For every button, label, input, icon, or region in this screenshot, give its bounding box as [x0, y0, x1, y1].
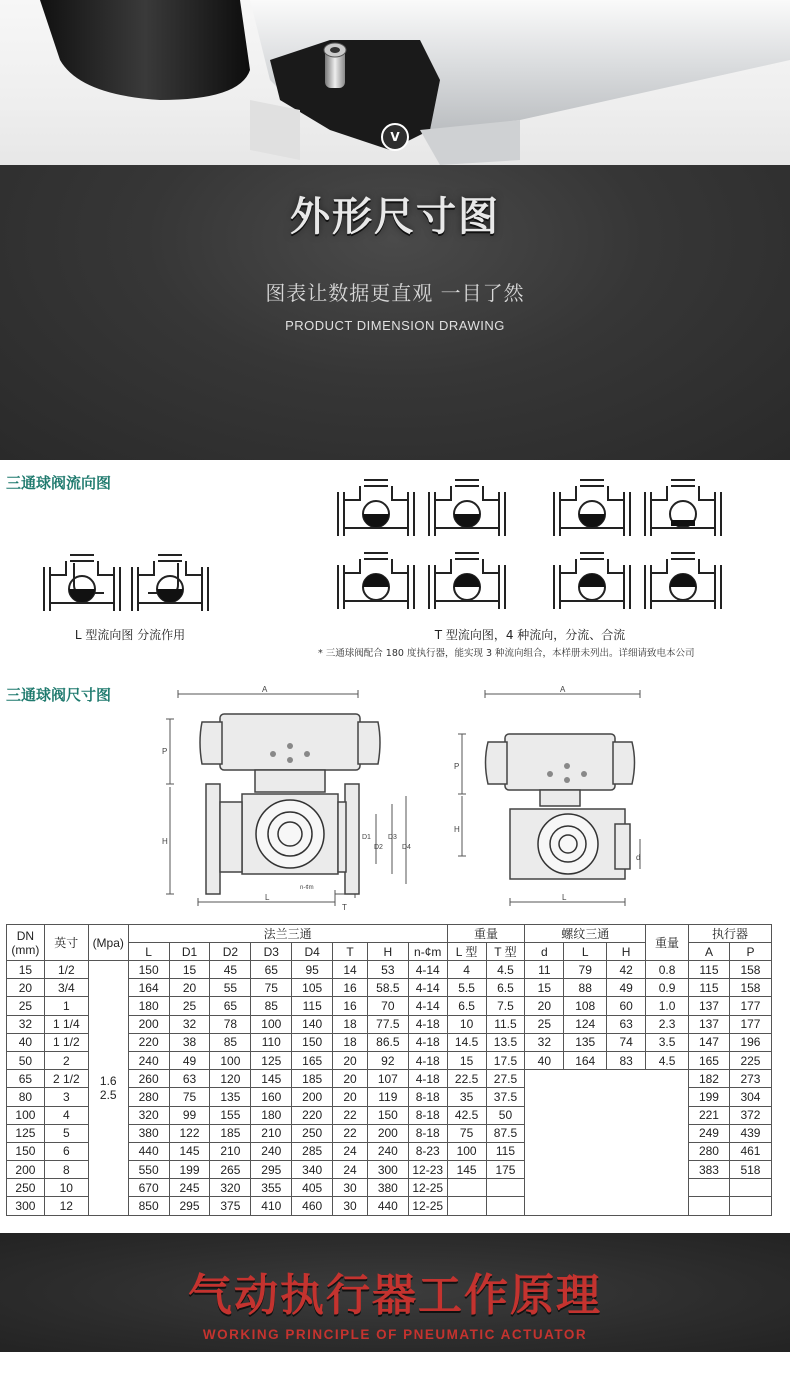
table-cell: 100 [447, 1142, 486, 1160]
table-cell: 8-18 [408, 1124, 447, 1142]
subcol-13: A [689, 943, 730, 961]
col-group-actuator: 执行器 [689, 925, 772, 943]
table-cell: 210 [251, 1124, 292, 1142]
table-cell: 439 [729, 1124, 771, 1142]
table-cell: 4-14 [408, 979, 447, 997]
table-cell: 119 [367, 1088, 408, 1106]
table-cell: 273 [729, 1070, 771, 1088]
table-cell: 87.5 [486, 1124, 525, 1142]
table-cell: 164 [128, 979, 169, 997]
table-cell: 27.5 [486, 1070, 525, 1088]
table-cell: 122 [169, 1124, 210, 1142]
table-cell: 80 [7, 1088, 45, 1106]
t-type-flow-icon-5 [336, 551, 416, 615]
table-cell: 4 [447, 961, 486, 979]
table-cell: 88 [564, 979, 607, 997]
table-cell: 461 [729, 1142, 771, 1160]
table-cell: 340 [292, 1161, 333, 1179]
table-cell: 25 [7, 997, 45, 1015]
label-h-thread: H [454, 825, 460, 834]
table-cell: 147 [689, 1033, 730, 1051]
table-cell: 240 [251, 1142, 292, 1160]
t-type-flow-icon-7 [552, 551, 632, 615]
table-cell: 4-18 [408, 1015, 447, 1033]
dimension-heading: 三通球阀尺寸图 [6, 686, 112, 704]
table-cell [729, 1179, 771, 1197]
dimension-table [6, 924, 772, 1216]
table-cell: 79 [564, 961, 607, 979]
table-cell: 4-14 [408, 997, 447, 1015]
table-cell: 137 [689, 1015, 730, 1033]
col-inch: 英寸 [44, 925, 88, 961]
t-type-flow-icon-4 [643, 478, 723, 542]
label-d3: D3 [388, 834, 397, 841]
t-type-flow-icon-6 [427, 551, 507, 615]
table-cell: 240 [128, 1051, 169, 1069]
table-cell: 40 [7, 1033, 45, 1051]
table-cell: 85 [251, 997, 292, 1015]
table-cell: 42.5 [447, 1106, 486, 1124]
l-type-caption: L 型流向图 分流作用 [74, 628, 186, 642]
table-cell: 53 [367, 961, 408, 979]
table-cell: 220 [128, 1033, 169, 1051]
label-h: H [162, 837, 168, 846]
table-cell: 65 [251, 961, 292, 979]
table-cell: 380 [367, 1179, 408, 1197]
subcol-5: T [333, 943, 368, 961]
table-cell: 0.9 [646, 979, 689, 997]
subcol-8: L 型 [447, 943, 486, 961]
table-cell: 74 [607, 1033, 646, 1051]
table-cell: 16 [333, 979, 368, 997]
table-cell [447, 1197, 486, 1215]
table-row [7, 961, 772, 979]
table-cell: 200 [128, 1015, 169, 1033]
table-cell: 32 [525, 1033, 564, 1051]
table-cell: 3 [44, 1088, 88, 1106]
table-cell: 85 [210, 1033, 251, 1051]
table-cell: 440 [128, 1142, 169, 1160]
table-cell: 50 [7, 1051, 45, 1069]
table-cell: 164 [564, 1051, 607, 1069]
table-cell: 13.5 [486, 1033, 525, 1051]
t-type-flow-icon-8 [643, 551, 723, 615]
table-cell: 107 [367, 1070, 408, 1088]
table-cell: 10 [44, 1179, 88, 1197]
table-cell: 70 [367, 997, 408, 1015]
table-cell: 110 [251, 1033, 292, 1051]
table-cell: 12 [44, 1197, 88, 1215]
table-cell: 77.5 [367, 1015, 408, 1033]
table-cell: 185 [292, 1070, 333, 1088]
table-cell: 4.5 [646, 1051, 689, 1069]
table-cell: 32 [7, 1015, 45, 1033]
table-cell: 49 [607, 979, 646, 997]
t-type-flow-icon-1 [336, 478, 416, 542]
table-header-row-1 [7, 925, 772, 943]
table-cell: 5.5 [447, 979, 486, 997]
table-cell: 55 [210, 979, 251, 997]
table-cell: 4-18 [408, 1033, 447, 1051]
table-cell: 177 [729, 1015, 771, 1033]
subcol-14: P [729, 943, 771, 961]
dimension-banner [0, 165, 790, 460]
label-p: P [162, 747, 168, 756]
table-cell: 210 [210, 1142, 251, 1160]
actuator-banner [0, 1233, 790, 1352]
table-cell: 30 [333, 1179, 368, 1197]
table-cell: 25 [169, 997, 210, 1015]
table-cell: 22 [333, 1106, 368, 1124]
label-d-thread: d [636, 853, 641, 862]
table-cell: 137 [689, 997, 730, 1015]
table-cell: 15 [525, 979, 564, 997]
table-cell: 380 [128, 1124, 169, 1142]
l-type-flow-icon-1 [42, 553, 122, 617]
table-cell: 11 [525, 961, 564, 979]
table-cell: 78 [210, 1015, 251, 1033]
table-cell: 2.3 [646, 1015, 689, 1033]
table-cell: 30 [333, 1197, 368, 1215]
table-cell: 182 [689, 1070, 730, 1088]
table-cell: 17.5 [486, 1051, 525, 1069]
table-cell: 405 [292, 1179, 333, 1197]
label-p-thread: P [454, 762, 460, 771]
table-cell [447, 1179, 486, 1197]
table-cell: 145 [169, 1142, 210, 1160]
table-cell: 250 [7, 1179, 45, 1197]
flow-note: * 三通球阀配合 180 度执行器，能实现 3 种流向组合，本样册未列出。详细请致电本公司 [318, 648, 695, 659]
table-cell: 180 [251, 1106, 292, 1124]
table-cell: 18 [333, 1033, 368, 1051]
table-cell: 240 [367, 1142, 408, 1160]
flow-heading: 三通球阀流向图 [6, 474, 112, 492]
table-cell: 20 [333, 1088, 368, 1106]
table-cell: 199 [689, 1088, 730, 1106]
table-cell: 24 [333, 1161, 368, 1179]
table-cell: 7.5 [486, 997, 525, 1015]
table-cell: 2 [44, 1051, 88, 1069]
thread-empty-block [525, 1070, 689, 1216]
table-cell: 45 [210, 961, 251, 979]
label-d2: D2 [374, 844, 383, 851]
table-cell: 10 [447, 1015, 486, 1033]
table-cell: 12-25 [408, 1197, 447, 1215]
table-cell: 280 [128, 1088, 169, 1106]
table-cell: 125 [251, 1051, 292, 1069]
table-cell: 124 [564, 1015, 607, 1033]
table-cell: 295 [169, 1197, 210, 1215]
col-group-thread: 螺纹三通 [525, 925, 646, 943]
table-cell: 140 [292, 1015, 333, 1033]
table-cell: 11.5 [486, 1015, 525, 1033]
table-cell: 4 [44, 1106, 88, 1124]
label-n-phi: n-¢m [300, 885, 314, 891]
table-cell: 15 [169, 961, 210, 979]
table-cell [729, 1197, 771, 1215]
table-cell: 245 [169, 1179, 210, 1197]
table-cell: 175 [486, 1161, 525, 1179]
table-cell: 375 [210, 1197, 251, 1215]
table-cell: 20 [333, 1070, 368, 1088]
table-cell: 260 [128, 1070, 169, 1088]
table-cell [689, 1179, 730, 1197]
table-cell: 225 [729, 1051, 771, 1069]
subcol-11: L [564, 943, 607, 961]
table-cell: 100 [210, 1051, 251, 1069]
col-group-weight: 重量 [447, 925, 525, 943]
table-cell: 180 [128, 997, 169, 1015]
table-cell: 24 [333, 1142, 368, 1160]
table-cell: 37.5 [486, 1088, 525, 1106]
table-cell: 60 [607, 997, 646, 1015]
table-cell: 75 [169, 1088, 210, 1106]
subcol-4: D4 [292, 943, 333, 961]
table-cell: 550 [128, 1161, 169, 1179]
table-cell: 199 [169, 1161, 210, 1179]
table-cell: 1/2 [44, 961, 88, 979]
table-cell [486, 1197, 525, 1215]
pressure-cell: 1.6 2.5 [88, 961, 128, 1216]
table-cell: 1 1/4 [44, 1015, 88, 1033]
table-cell: 460 [292, 1197, 333, 1215]
table-cell: 12-25 [408, 1179, 447, 1197]
table-cell: 5 [44, 1124, 88, 1142]
table-cell: 6 [44, 1142, 88, 1160]
actuator-title: 气动执行器工作原理 [188, 1270, 602, 1321]
table-cell: 160 [251, 1088, 292, 1106]
table-cell: 8-23 [408, 1142, 447, 1160]
table-cell: 4-18 [408, 1051, 447, 1069]
table-cell: 200 [292, 1088, 333, 1106]
subcol-12: H [607, 943, 646, 961]
table-cell: 1 1/2 [44, 1033, 88, 1051]
subcol-7: n-¢m [408, 943, 447, 961]
table-cell: 115 [689, 961, 730, 979]
l-type-flow-icon-2 [130, 553, 210, 617]
table-cell: 12-23 [408, 1161, 447, 1179]
label-t: T [342, 903, 347, 912]
table-cell: 58.5 [367, 979, 408, 997]
table-cell: 35 [447, 1088, 486, 1106]
table-cell: 300 [7, 1197, 45, 1215]
table-cell: 86.5 [367, 1033, 408, 1051]
table-cell: 1.0 [646, 997, 689, 1015]
table-cell: 177 [729, 997, 771, 1015]
table-cell: 25 [525, 1015, 564, 1033]
table-cell: 120 [210, 1070, 251, 1088]
table-cell: 300 [367, 1161, 408, 1179]
table-cell: 4-18 [408, 1070, 447, 1088]
table-cell: 150 [292, 1033, 333, 1051]
t-type-flow-icon-2 [427, 478, 507, 542]
table-cell: 50 [486, 1106, 525, 1124]
table-cell: 115 [689, 979, 730, 997]
table-cell: 75 [447, 1124, 486, 1142]
table-cell [486, 1179, 525, 1197]
flanged-valve-drawing [130, 684, 440, 914]
table-cell: 304 [729, 1088, 771, 1106]
table-cell: 3.5 [646, 1033, 689, 1051]
table-cell: 850 [128, 1197, 169, 1215]
table-cell: 295 [251, 1161, 292, 1179]
table-cell: 196 [729, 1033, 771, 1051]
table-cell: 92 [367, 1051, 408, 1069]
table-cell: 8-18 [408, 1088, 447, 1106]
table-cell: 8 [44, 1161, 88, 1179]
banner-title: 外形尺寸图 [290, 194, 500, 240]
table-cell: 4-14 [408, 961, 447, 979]
table-cell: 249 [689, 1124, 730, 1142]
table-cell: 75 [251, 979, 292, 997]
table-cell: 14 [333, 961, 368, 979]
t-type-caption: T 型流向图，4 种流向，分流、合流 [434, 628, 626, 642]
table-cell: 200 [367, 1124, 408, 1142]
table-cell: 38 [169, 1033, 210, 1051]
table-cell: 383 [689, 1161, 730, 1179]
table-cell: 14.5 [447, 1033, 486, 1051]
subcol-3: D3 [251, 943, 292, 961]
table-cell: 20 [7, 979, 45, 997]
table-cell: 100 [7, 1106, 45, 1124]
table-cell: 265 [210, 1161, 251, 1179]
table-cell: 15 [7, 961, 45, 979]
table-cell: 22 [333, 1124, 368, 1142]
table-cell: 200 [7, 1161, 45, 1179]
table-cell: 3/4 [44, 979, 88, 997]
table-cell: 6.5 [447, 997, 486, 1015]
table-cell: 150 [7, 1142, 45, 1160]
table-cell: 20 [525, 997, 564, 1015]
table-cell: 185 [210, 1124, 251, 1142]
table-cell: 63 [607, 1015, 646, 1033]
col-mpa: (Mpa) [88, 925, 128, 961]
label-l-thread: L [562, 893, 567, 902]
table-cell: 150 [367, 1106, 408, 1124]
table-cell: 135 [210, 1088, 251, 1106]
col-group-flange: 法兰三通 [128, 925, 447, 943]
col-weight-thread: 重量 [646, 925, 689, 961]
table-cell: 99 [169, 1106, 210, 1124]
label-l: L [265, 893, 270, 902]
label-a: A [262, 685, 268, 694]
actuator-title-en: WORKING PRINCIPLE OF PNEUMATIC ACTUATOR [202, 1327, 588, 1342]
table-cell: 8-18 [408, 1106, 447, 1124]
table-cell: 158 [729, 979, 771, 997]
table-cell: 372 [729, 1106, 771, 1124]
table-cell: 115 [486, 1142, 525, 1160]
subcol-6: H [367, 943, 408, 961]
table-cell: 4.5 [486, 961, 525, 979]
table-cell: 18 [333, 1015, 368, 1033]
table-cell: 65 [7, 1070, 45, 1088]
table-cell: 6.5 [486, 979, 525, 997]
table-cell: 158 [729, 961, 771, 979]
table-cell: 320 [128, 1106, 169, 1124]
table-cell: 250 [292, 1124, 333, 1142]
table-cell: 221 [689, 1106, 730, 1124]
table-cell: 2 1/2 [44, 1070, 88, 1088]
table-cell: 63 [169, 1070, 210, 1088]
label-d1: D1 [362, 834, 371, 841]
table-cell: 1 [44, 997, 88, 1015]
table-cell: 410 [251, 1197, 292, 1215]
scroll-down-badge: V [381, 123, 409, 151]
table-cell: 145 [447, 1161, 486, 1179]
table-cell: 95 [292, 961, 333, 979]
table-cell: 518 [729, 1161, 771, 1179]
table-cell: 32 [169, 1015, 210, 1033]
table-cell: 15 [447, 1051, 486, 1069]
banner-subtitle: 图表让数据更直观 一目了然 [265, 281, 525, 305]
table-cell: 40 [525, 1051, 564, 1069]
table-cell: 155 [210, 1106, 251, 1124]
table-cell: 49 [169, 1051, 210, 1069]
subcol-9: T 型 [486, 943, 525, 961]
table-cell: 145 [251, 1070, 292, 1088]
table-cell: 355 [251, 1179, 292, 1197]
label-d4: D4 [402, 844, 411, 851]
threaded-valve-drawing [450, 684, 650, 914]
table-cell: 285 [292, 1142, 333, 1160]
table-cell: 165 [689, 1051, 730, 1069]
table-cell: 22.5 [447, 1070, 486, 1088]
subcol-10: d [525, 943, 564, 961]
table-cell: 440 [367, 1197, 408, 1215]
table-cell: 220 [292, 1106, 333, 1124]
table-cell: 100 [251, 1015, 292, 1033]
table-cell: 165 [292, 1051, 333, 1069]
table-cell: 16 [333, 997, 368, 1015]
subcol-2: D2 [210, 943, 251, 961]
table-cell: 280 [689, 1142, 730, 1160]
subcol-0: L [128, 943, 169, 961]
table-cell: 65 [210, 997, 251, 1015]
table-cell: 135 [564, 1033, 607, 1051]
table-cell: 320 [210, 1179, 251, 1197]
table-cell: 0.8 [646, 961, 689, 979]
table-cell: 108 [564, 997, 607, 1015]
table-cell: 115 [292, 997, 333, 1015]
table-cell: 105 [292, 979, 333, 997]
table-cell: 20 [169, 979, 210, 997]
table-cell: 150 [128, 961, 169, 979]
table-cell [689, 1197, 730, 1215]
table-cell: 42 [607, 961, 646, 979]
table-cell: 125 [7, 1124, 45, 1142]
table-cell: 20 [333, 1051, 368, 1069]
banner-subtitle-en: PRODUCT DIMENSION DRAWING [285, 318, 505, 333]
table-cell: 83 [607, 1051, 646, 1069]
table-cell: 670 [128, 1179, 169, 1197]
t-type-flow-icon-3 [552, 478, 632, 542]
col-dn: DN (mm) [7, 925, 45, 961]
subcol-1: D1 [169, 943, 210, 961]
label-a-thread: A [560, 685, 566, 694]
